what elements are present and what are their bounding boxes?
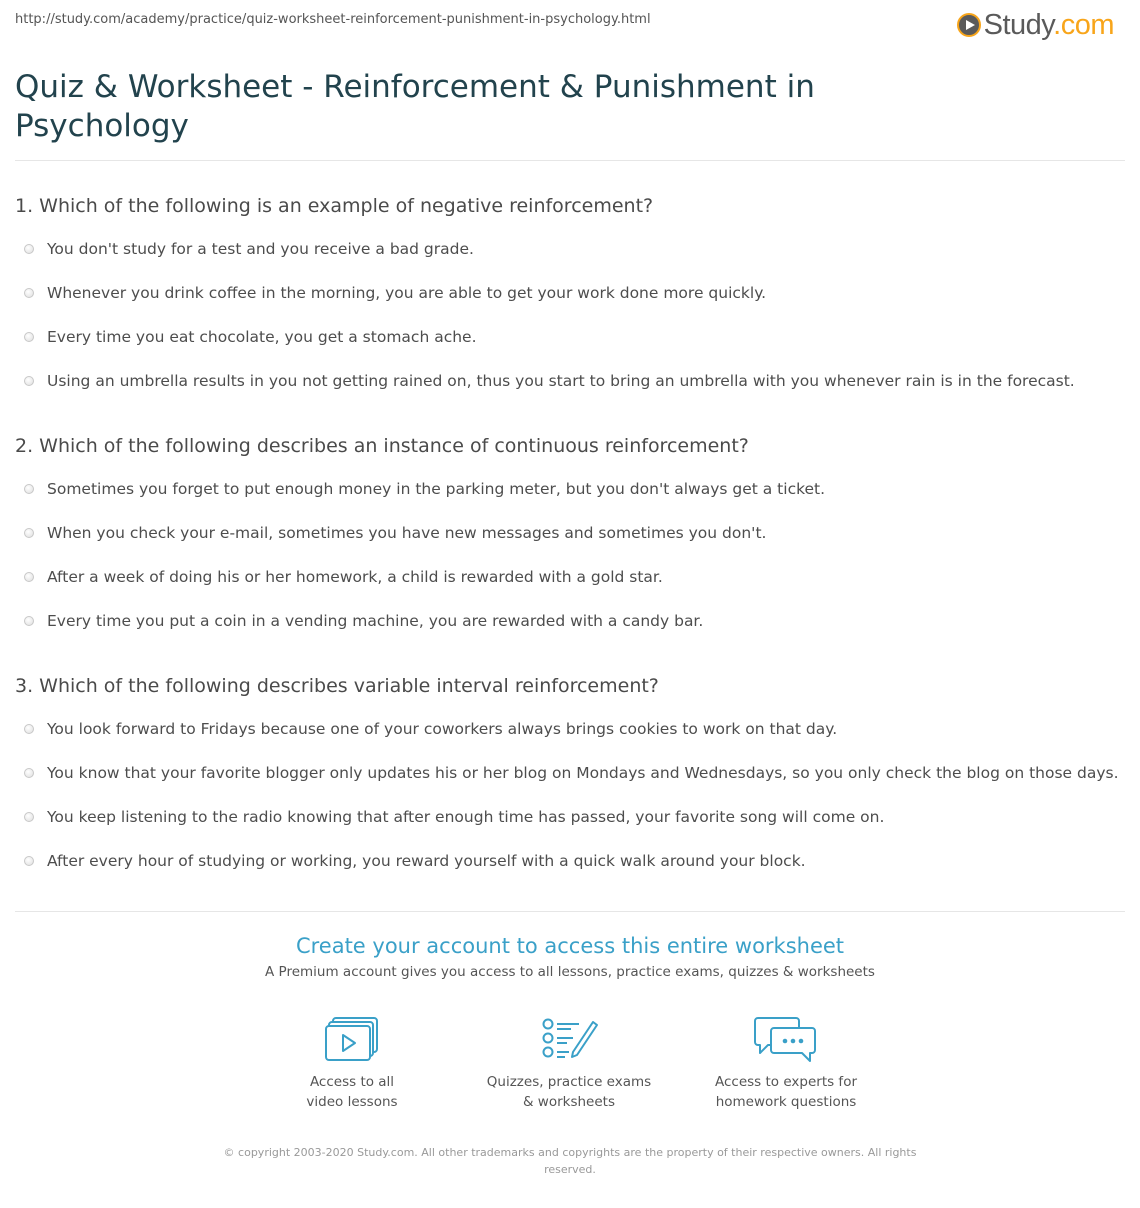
answer-text: After a week of doing his or her homework, a child is rewarded with a gold star. xyxy=(47,568,663,586)
answer-text: Every time you eat chocolate, you get a stomach ache. xyxy=(47,328,477,346)
promo-title-link[interactable]: Create your account to access this entire worksheet xyxy=(295,934,845,958)
answer-option[interactable] xyxy=(15,371,1120,415)
answer-option[interactable] xyxy=(15,611,1120,655)
question-text: 1. Which of the following is an example of negative reinforcement? xyxy=(15,195,654,217)
answer-option[interactable] xyxy=(15,327,1120,371)
question-1 xyxy=(15,194,1120,415)
answer-text: You don't study for a test and you receive a bad grade. xyxy=(47,240,474,258)
logo-wordmark xyxy=(984,9,1114,42)
answer-text: Whenever you drink coffee in the morning, you are able to get your work done more quickly. xyxy=(47,284,767,302)
logo-text: Study xyxy=(983,8,1054,41)
radio-button[interactable] xyxy=(24,724,34,734)
video-lessons-icon xyxy=(324,1016,380,1062)
radio-button[interactable] xyxy=(24,528,34,538)
study-logo[interactable] xyxy=(957,8,1114,42)
feature-experts xyxy=(686,1016,886,1112)
question-text: 2. Which of the following describes an instance of continuous reinforcement? xyxy=(15,435,749,457)
radio-button[interactable] xyxy=(24,856,34,866)
copyright-notice: © copyright 2003-2020 Study.com. All other trademarks and copyrights are the property of their respective owners. All rights reserved. xyxy=(223,1146,917,1176)
feature-quizzes xyxy=(469,1016,669,1112)
radio-button[interactable] xyxy=(24,484,34,494)
title-divider xyxy=(15,160,1125,161)
answer-text: When you check your e-mail, sometimes you have new messages and sometimes you don't. xyxy=(47,524,767,542)
logo-suffix: .com xyxy=(1053,8,1114,41)
radio-button[interactable] xyxy=(24,288,34,298)
answer-option[interactable] xyxy=(15,283,1120,327)
answer-text: You look forward to Fridays because one of your coworkers always brings cookies to work on that day. xyxy=(47,720,838,738)
radio-button[interactable] xyxy=(24,332,34,342)
feature-label: Access to experts for homework questions xyxy=(714,1074,857,1110)
feature-video-lessons xyxy=(252,1016,452,1112)
radio-button[interactable] xyxy=(24,572,34,582)
promo-subtitle: A Premium account gives you access to all lessons, practice exams, quizzes & worksheets xyxy=(265,964,875,980)
radio-button[interactable] xyxy=(24,812,34,822)
answer-option[interactable] xyxy=(15,479,1120,523)
section-divider xyxy=(15,911,1125,912)
answer-option[interactable] xyxy=(15,523,1120,567)
radio-button[interactable] xyxy=(24,244,34,254)
answer-text: After every hour of studying or working, you reward yourself with a quick walk around your block. xyxy=(47,852,806,870)
answer-list xyxy=(15,479,1120,655)
feature-label: Access to all video lessons xyxy=(306,1074,398,1110)
answer-option[interactable] xyxy=(15,851,1120,895)
question-text: 3. Which of the following describes variable interval reinforcement? xyxy=(15,675,659,697)
chat-bubbles-icon xyxy=(754,1016,818,1062)
answer-text: Sometimes you forget to put enough money in the parking meter, but you don't always get a ticket. xyxy=(47,480,826,498)
answer-option[interactable] xyxy=(15,239,1120,283)
answer-option[interactable] xyxy=(15,719,1120,763)
feature-label: Quizzes, practice exams & worksheets xyxy=(486,1074,652,1110)
answer-text: Every time you put a coin in a vending machine, you are rewarded with a candy bar. xyxy=(47,612,704,630)
page-url: http://study.com/academy/practice/quiz-worksheet-reinforcement-punishment-in-psychology.html xyxy=(15,12,651,27)
answer-list xyxy=(15,239,1120,415)
answer-option[interactable] xyxy=(15,567,1120,611)
radio-button[interactable] xyxy=(24,376,34,386)
answer-option[interactable] xyxy=(15,763,1120,807)
answer-text: You keep listening to the radio knowing that after enough time has passed, your favorite song will come on. xyxy=(47,808,885,826)
answer-list xyxy=(15,719,1120,895)
answer-text: You know that your favorite blogger only updates his or her blog on Mondays and Wednesdays, so you only check the blog on those days. xyxy=(47,764,1119,782)
radio-button[interactable] xyxy=(24,768,34,778)
answer-text: Using an umbrella results in you not getting rained on, thus you start to bring an umbrella with you whenever rain is in the forecast. xyxy=(47,372,1075,390)
quiz-checklist-icon xyxy=(539,1016,599,1062)
radio-button[interactable] xyxy=(24,616,34,626)
question-3 xyxy=(15,674,1120,895)
page-title: Quiz & Worksheet - Reinforcement & Punishment in Psychology xyxy=(15,69,815,144)
answer-option[interactable] xyxy=(15,807,1120,851)
question-2 xyxy=(15,434,1120,655)
play-circle-icon xyxy=(957,13,981,37)
